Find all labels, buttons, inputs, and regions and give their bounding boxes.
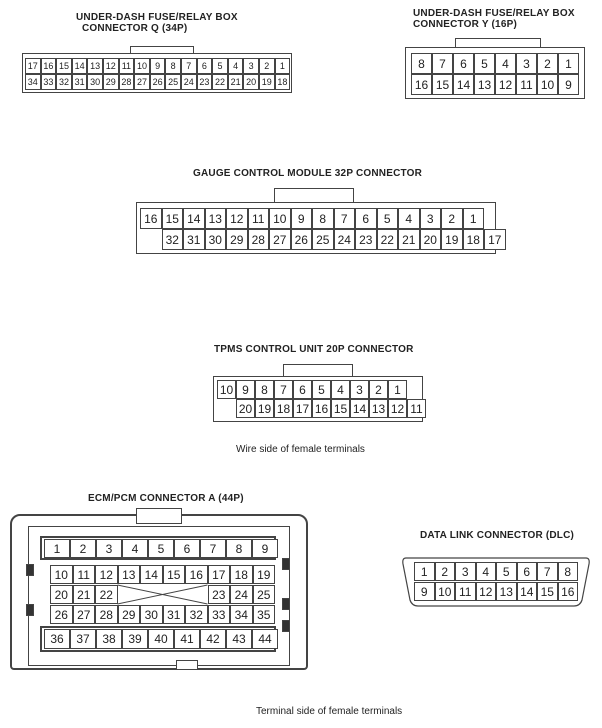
- pin-7: 7: [200, 539, 226, 558]
- pin-30: 30: [205, 229, 227, 250]
- pin-26: 26: [291, 229, 313, 250]
- pin-10: 10: [435, 582, 456, 601]
- pin-7: 7: [537, 562, 558, 581]
- pin-42: 42: [200, 629, 226, 649]
- connector-q-title-line1: UNDER-DASH FUSE/RELAY BOX: [76, 12, 238, 23]
- pin-44: 44: [252, 629, 278, 649]
- pin-27: 27: [134, 74, 150, 90]
- connector-q-diagram: [22, 46, 292, 94]
- pin-24: 24: [230, 585, 253, 604]
- pin-14: 14: [453, 74, 474, 95]
- pin-3: 3: [455, 562, 476, 581]
- pin-6: 6: [355, 208, 377, 229]
- pin-23: 23: [197, 74, 213, 90]
- pin-22: 22: [377, 229, 399, 250]
- pin-9: 9: [558, 74, 579, 95]
- pin-5: 5: [377, 208, 399, 229]
- pin-30: 30: [87, 74, 103, 90]
- pin-3: 3: [420, 208, 442, 229]
- pin-9: 9: [150, 58, 166, 74]
- pin-32: 32: [162, 229, 184, 250]
- pin-5: 5: [474, 53, 495, 74]
- pin-31: 31: [72, 74, 88, 90]
- connector-y-title: [413, 8, 575, 30]
- gauge-module-diagram: [136, 188, 502, 254]
- pin-10: 10: [537, 74, 558, 95]
- ecm-pcm-blank-cross: [10, 508, 308, 670]
- pin-10: 10: [269, 208, 291, 229]
- pin-11: 11: [119, 58, 135, 74]
- pin-12: 12: [103, 58, 119, 74]
- wire-side-caption: Wire side of female terminals: [236, 444, 365, 455]
- pin-3: 3: [243, 58, 259, 74]
- pin-24: 24: [181, 74, 197, 90]
- pin-15: 15: [162, 208, 184, 229]
- pin-25: 25: [165, 74, 181, 90]
- connector-y-diagram: [405, 38, 585, 100]
- pin-9: 9: [252, 539, 278, 558]
- pin-32: 32: [56, 74, 72, 90]
- pin-28: 28: [248, 229, 270, 250]
- pin-12: 12: [95, 565, 118, 584]
- pin-22: 22: [212, 74, 228, 90]
- pin-4: 4: [398, 208, 420, 229]
- ecm-pcm-title: ECM/PCM CONNECTOR A (44P): [88, 493, 244, 504]
- pin-13: 13: [496, 582, 517, 601]
- pin-13: 13: [118, 565, 141, 584]
- pin-13: 13: [474, 74, 495, 95]
- pin-40: 40: [148, 629, 174, 649]
- pin-34: 34: [25, 74, 41, 90]
- pin-1: 1: [388, 380, 407, 399]
- pin-23: 23: [355, 229, 377, 250]
- pin-16: 16: [411, 74, 432, 95]
- pin-4: 4: [495, 53, 516, 74]
- pin-5: 5: [312, 380, 331, 399]
- connector-y-title-line1: UNDER-DASH FUSE/RELAY BOX: [413, 8, 575, 19]
- pin-6: 6: [197, 58, 213, 74]
- pin-5: 5: [148, 539, 174, 558]
- connector-q-title: [76, 12, 238, 34]
- pin-4: 4: [331, 380, 350, 399]
- pin-5: 5: [212, 58, 228, 74]
- pin-3: 3: [96, 539, 122, 558]
- pin-29: 29: [103, 74, 119, 90]
- pin-16: 16: [558, 582, 579, 601]
- pin-12: 12: [388, 399, 407, 418]
- pin-14: 14: [72, 58, 88, 74]
- pin-18: 18: [463, 229, 485, 250]
- pin-35: 35: [253, 605, 276, 624]
- pin-13: 13: [369, 399, 388, 418]
- pin-13: 13: [205, 208, 227, 229]
- pin-28: 28: [95, 605, 118, 624]
- pin-15: 15: [163, 565, 186, 584]
- pin-8: 8: [226, 539, 252, 558]
- pin-2: 2: [537, 53, 558, 74]
- pin-31: 31: [183, 229, 205, 250]
- pin-13: 13: [87, 58, 103, 74]
- pin-19: 19: [253, 565, 276, 584]
- pin-31: 31: [163, 605, 186, 624]
- pin-16: 16: [140, 208, 162, 229]
- pin-8: 8: [312, 208, 334, 229]
- pin-18: 18: [230, 565, 253, 584]
- pin-4: 4: [122, 539, 148, 558]
- pin-38: 38: [96, 629, 122, 649]
- pin-11: 11: [73, 565, 96, 584]
- pin-8: 8: [255, 380, 274, 399]
- pin-12: 12: [495, 74, 516, 95]
- pin-6: 6: [453, 53, 474, 74]
- pin-30: 30: [140, 605, 163, 624]
- pin-32: 32: [185, 605, 208, 624]
- pin-7: 7: [274, 380, 293, 399]
- pin-21: 21: [73, 585, 96, 604]
- pin-37: 37: [70, 629, 96, 649]
- pin-14: 14: [350, 399, 369, 418]
- connector-q-title-line2: CONNECTOR Q (34P): [82, 23, 188, 34]
- pin-2: 2: [441, 208, 463, 229]
- pin-2: 2: [435, 562, 456, 581]
- tpms-unit-title: TPMS CONTROL UNIT 20P CONNECTOR: [214, 344, 414, 355]
- pin-19: 19: [441, 229, 463, 250]
- terminal-side-caption: Terminal side of female terminals: [256, 706, 403, 717]
- pin-20: 20: [420, 229, 442, 250]
- pin-20: 20: [50, 585, 73, 604]
- pin-10: 10: [134, 58, 150, 74]
- pin-1: 1: [275, 58, 291, 74]
- pin-11: 11: [407, 399, 426, 418]
- pin-29: 29: [118, 605, 141, 624]
- pin-19: 19: [255, 399, 274, 418]
- pin-26: 26: [50, 605, 73, 624]
- pin-8: 8: [558, 562, 579, 581]
- pin-22: 22: [95, 585, 118, 604]
- pin-43: 43: [226, 629, 252, 649]
- pin-2: 2: [369, 380, 388, 399]
- pin-16: 16: [41, 58, 57, 74]
- pin-19: 19: [259, 74, 275, 90]
- pin-3: 3: [350, 380, 369, 399]
- pin-33: 33: [41, 74, 57, 90]
- pin-36: 36: [44, 629, 70, 649]
- pin-6: 6: [517, 562, 538, 581]
- pin-11: 11: [516, 74, 537, 95]
- pin-34: 34: [230, 605, 253, 624]
- pin-23: 23: [208, 585, 231, 604]
- pin-6: 6: [174, 539, 200, 558]
- pin-28: 28: [119, 74, 135, 90]
- dlc-diagram: [400, 556, 592, 608]
- pin-14: 14: [140, 565, 163, 584]
- pin-15: 15: [331, 399, 350, 418]
- connector-y-title-line2: CONNECTOR Y (16P): [413, 19, 517, 30]
- pin-6: 6: [293, 380, 312, 399]
- ecm-pcm-diagram: [10, 508, 308, 670]
- pin-8: 8: [411, 53, 432, 74]
- pin-9: 9: [291, 208, 313, 229]
- pin-15: 15: [537, 582, 558, 601]
- tpms-unit-diagram: [213, 364, 423, 422]
- pin-24: 24: [334, 229, 356, 250]
- gauge-module-title: GAUGE CONTROL MODULE 32P CONNECTOR: [193, 168, 423, 179]
- pin-2: 2: [70, 539, 96, 558]
- pin-7: 7: [334, 208, 356, 229]
- pin-20: 20: [243, 74, 259, 90]
- pin-16: 16: [185, 565, 208, 584]
- pin-18: 18: [274, 399, 293, 418]
- pin-17: 17: [293, 399, 312, 418]
- pin-29: 29: [226, 229, 248, 250]
- pin-1: 1: [44, 539, 70, 558]
- pin-21: 21: [398, 229, 420, 250]
- pin-39: 39: [122, 629, 148, 649]
- pin-14: 14: [183, 208, 205, 229]
- pin-41: 41: [174, 629, 200, 649]
- pin-12: 12: [476, 582, 497, 601]
- pin-3: 3: [516, 53, 537, 74]
- pin-27: 27: [269, 229, 291, 250]
- pin-25: 25: [253, 585, 276, 604]
- pin-4: 4: [476, 562, 497, 581]
- pin-25: 25: [312, 229, 334, 250]
- pin-2: 2: [259, 58, 275, 74]
- ecm-pcm-bottom-tab: [176, 660, 198, 670]
- pin-7: 7: [432, 53, 453, 74]
- pin-17: 17: [25, 58, 41, 74]
- pin-15: 15: [432, 74, 453, 95]
- pin-18: 18: [275, 74, 291, 90]
- pin-11: 11: [455, 582, 476, 601]
- dlc-title: DATA LINK CONNECTOR (DLC): [420, 530, 575, 541]
- pin-10: 10: [50, 565, 73, 584]
- pin-27: 27: [73, 605, 96, 624]
- pin-14: 14: [517, 582, 538, 601]
- pin-21: 21: [228, 74, 244, 90]
- tpms-unit-latch: [283, 364, 353, 376]
- pin-10: 10: [217, 380, 236, 399]
- pin-15: 15: [56, 58, 72, 74]
- pin-5: 5: [496, 562, 517, 581]
- pin-7: 7: [181, 58, 197, 74]
- pin-11: 11: [248, 208, 270, 229]
- pin-1: 1: [463, 208, 485, 229]
- pin-12: 12: [226, 208, 248, 229]
- pin-1: 1: [558, 53, 579, 74]
- pin-8: 8: [165, 58, 181, 74]
- pin-9: 9: [414, 582, 435, 601]
- pin-17: 17: [484, 229, 506, 250]
- pin-4: 4: [228, 58, 244, 74]
- pin-9: 9: [236, 380, 255, 399]
- pin-20: 20: [236, 399, 255, 418]
- pin-1: 1: [414, 562, 435, 581]
- pin-17: 17: [208, 565, 231, 584]
- pin-16: 16: [312, 399, 331, 418]
- pin-33: 33: [208, 605, 231, 624]
- gauge-module-latch: [274, 188, 354, 202]
- pin-26: 26: [150, 74, 166, 90]
